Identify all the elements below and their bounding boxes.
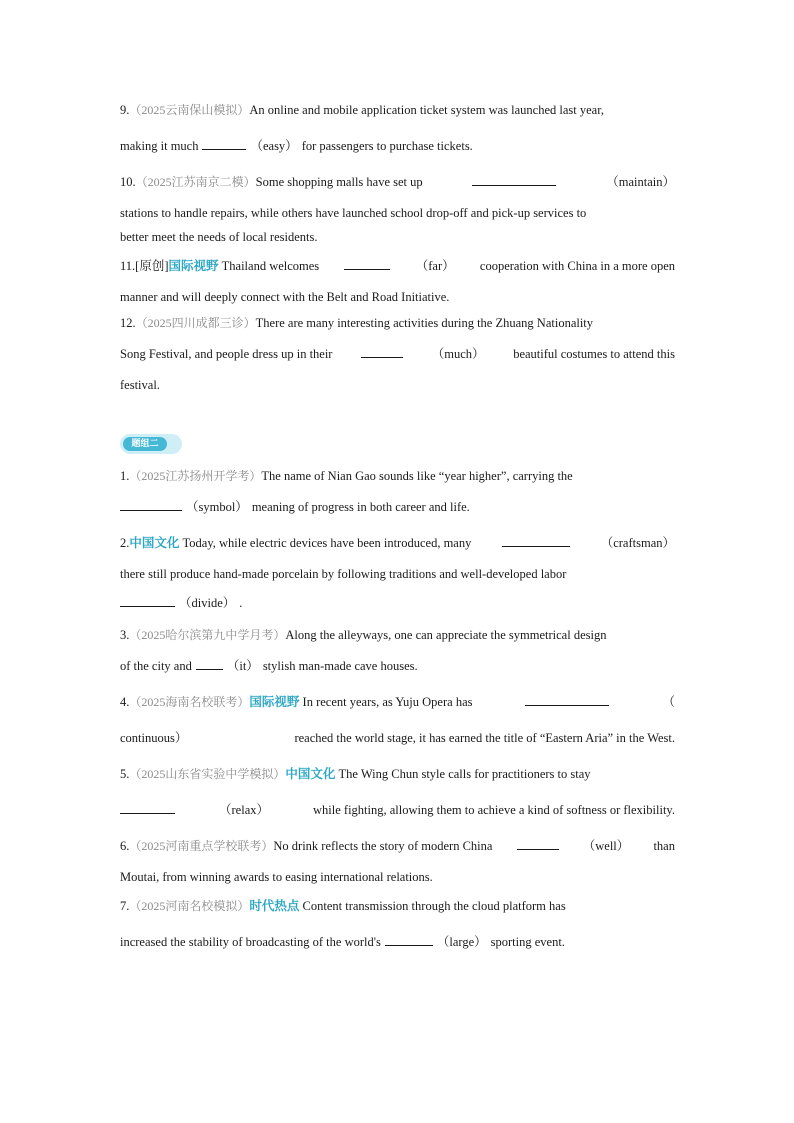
question-10-line-3	[120, 229, 675, 245]
question-text: There are many interesting activities during the Zhuang Nationality	[255, 316, 594, 330]
question-text: sporting event.	[490, 935, 565, 949]
question-text: Along the alleyways, one can appreciate the symmetrical design	[285, 628, 607, 642]
group-question-5-line-1	[120, 766, 675, 782]
question-source: （2025海南名校联考）	[129, 695, 250, 709]
question-text: better meet the needs of local residents.	[120, 230, 318, 244]
word-hint: （large）	[436, 935, 487, 949]
question-text: stylish man-made cave houses.	[262, 659, 418, 673]
answer-blank[interactable]	[344, 258, 390, 270]
group-question-3-line-1	[120, 627, 675, 643]
group-question-3-line-2	[120, 658, 675, 674]
question-number: 2.	[120, 536, 130, 550]
question-number: 4.	[120, 695, 130, 709]
word-hint: （maintain）	[606, 175, 675, 189]
topic-tag: 国际视野	[168, 258, 219, 273]
question-text: for passengers to purchase tickets.	[301, 139, 473, 153]
group-question-2-line-2	[120, 566, 675, 582]
answer-blank[interactable]	[196, 658, 223, 670]
group-question-4-line-1	[120, 694, 675, 710]
group-question-1-line-2	[120, 499, 675, 515]
question-text: while fighting, allowing them to achieve a kind of softness or flexibility.	[313, 803, 675, 817]
topic-tag: 国际视野	[249, 694, 300, 709]
question-source: （2025山东省实验中学模拟）	[129, 767, 286, 781]
question-11-line-1	[120, 258, 675, 274]
word-hint: （far）	[415, 259, 455, 273]
question-text: Content transmission through the cloud platform has	[302, 899, 566, 913]
word-hint: （divide）	[179, 596, 236, 610]
question-source: （2025河南重点学校联考）	[129, 839, 274, 853]
topic-tag: 时代热点	[249, 898, 300, 913]
answer-blank[interactable]	[525, 694, 609, 706]
question-source: [原创]	[135, 259, 169, 273]
question-text: Moutai, from winning awards to easing international relations.	[120, 870, 433, 884]
question-source: （2025河南名校模拟）	[129, 899, 250, 913]
question-source: （2025云南保山模拟）	[129, 103, 250, 117]
question-number: 1.	[120, 469, 130, 483]
question-12-line-1	[120, 315, 675, 331]
word-hint: （symbol）	[186, 500, 248, 514]
answer-blank[interactable]	[517, 838, 559, 850]
question-text: The name of Nian Gao sounds like “year higher”, carrying the	[261, 469, 573, 483]
question-text: In recent years, as Yuju Opera has	[302, 695, 473, 709]
question-text: increased the stability of broadcasting of the world's	[120, 935, 381, 949]
question-number: 11.	[120, 259, 136, 273]
question-text: of the city and	[120, 659, 192, 673]
answer-blank[interactable]	[472, 174, 556, 186]
question-number: 9.	[120, 103, 130, 117]
question-text: cooperation with China in a more open	[479, 259, 675, 273]
question-source: （2025江苏扬州开学考）	[129, 469, 262, 483]
word-hint: （it）	[226, 659, 259, 673]
question-10-line-1	[120, 174, 675, 190]
word-hint: （	[662, 695, 675, 709]
question-text: manner and will deeply connect with the Belt and Road Initiative.	[120, 290, 450, 304]
topic-tag: 中国文化	[129, 535, 180, 550]
question-text: meaning of progress in both career and life.	[251, 500, 470, 514]
question-number: 7.	[120, 899, 130, 913]
question-9-line-1	[120, 102, 675, 118]
group-question-2-line-3	[120, 595, 675, 611]
question-number: 3.	[120, 628, 130, 642]
group-question-2-line-1	[120, 535, 675, 551]
word-hint: （easy）	[250, 139, 298, 153]
question-text: there still produce hand-made porcelain by following traditions and well-developed labor	[120, 567, 567, 581]
question-text: An online and mobile application ticket system was launched last year,	[249, 103, 604, 117]
group-question-4-line-2	[120, 730, 675, 746]
answer-blank[interactable]	[202, 138, 246, 150]
question-text: than	[653, 839, 675, 853]
question-9-line-2	[120, 138, 675, 154]
question-number: 6.	[120, 839, 130, 853]
group-question-5-line-2	[120, 802, 675, 818]
question-number: 12.	[120, 316, 136, 330]
question-12-line-2	[120, 346, 675, 362]
answer-blank[interactable]	[120, 499, 182, 511]
question-text: .	[239, 596, 243, 610]
answer-blank[interactable]	[502, 535, 570, 547]
word-hint: continuous）	[120, 731, 188, 745]
question-text: No drink reflects the story of modern China	[273, 839, 493, 853]
question-text: Some shopping malls have set up	[255, 175, 423, 189]
question-text: stations to handle repairs, while others have launched school drop-off and pick-up services to	[120, 206, 587, 220]
question-text: beautiful costumes to attend this	[513, 347, 675, 361]
group-question-1-line-1	[120, 468, 675, 484]
question-text: reached the world stage, it has earned the title of “Eastern Aria” in the West.	[294, 731, 675, 745]
question-number: 5.	[120, 767, 130, 781]
answer-blank[interactable]	[120, 802, 175, 814]
question-number: 10.	[120, 175, 136, 189]
group-label: 题组二	[123, 437, 167, 451]
question-12-line-3	[120, 377, 675, 393]
question-source: （2025四川成都三诊）	[135, 316, 256, 330]
question-10-line-2	[120, 205, 675, 221]
question-source: （2025哈尔滨第九中学月考）	[129, 628, 286, 642]
topic-tag: 中国文化	[285, 766, 336, 781]
question-text: The Wing Chun style calls for practitioners to stay	[338, 767, 591, 781]
word-hint: （much）	[431, 347, 485, 361]
question-text: making it much	[120, 139, 199, 153]
group-question-6-line-2	[120, 869, 675, 885]
question-group-badge	[120, 434, 182, 454]
answer-blank[interactable]	[385, 934, 433, 946]
question-source: （2025江苏南京二模）	[135, 175, 256, 189]
group-question-7-line-1	[120, 898, 675, 914]
word-hint: （relax）	[219, 803, 269, 817]
question-text: Today, while electric devices have been introduced, many	[182, 536, 472, 550]
question-11-line-2	[120, 289, 675, 305]
question-text: Thailand welcomes	[221, 259, 320, 273]
group-question-6-line-1	[120, 838, 675, 854]
answer-blank[interactable]	[361, 346, 403, 358]
answer-blank[interactable]	[120, 595, 175, 607]
group-question-7-line-2	[120, 934, 675, 950]
word-hint: （well）	[582, 839, 630, 853]
word-hint: （craftsman）	[600, 536, 675, 550]
question-text: Song Festival, and people dress up in their	[120, 347, 333, 361]
question-text: festival.	[120, 378, 160, 392]
